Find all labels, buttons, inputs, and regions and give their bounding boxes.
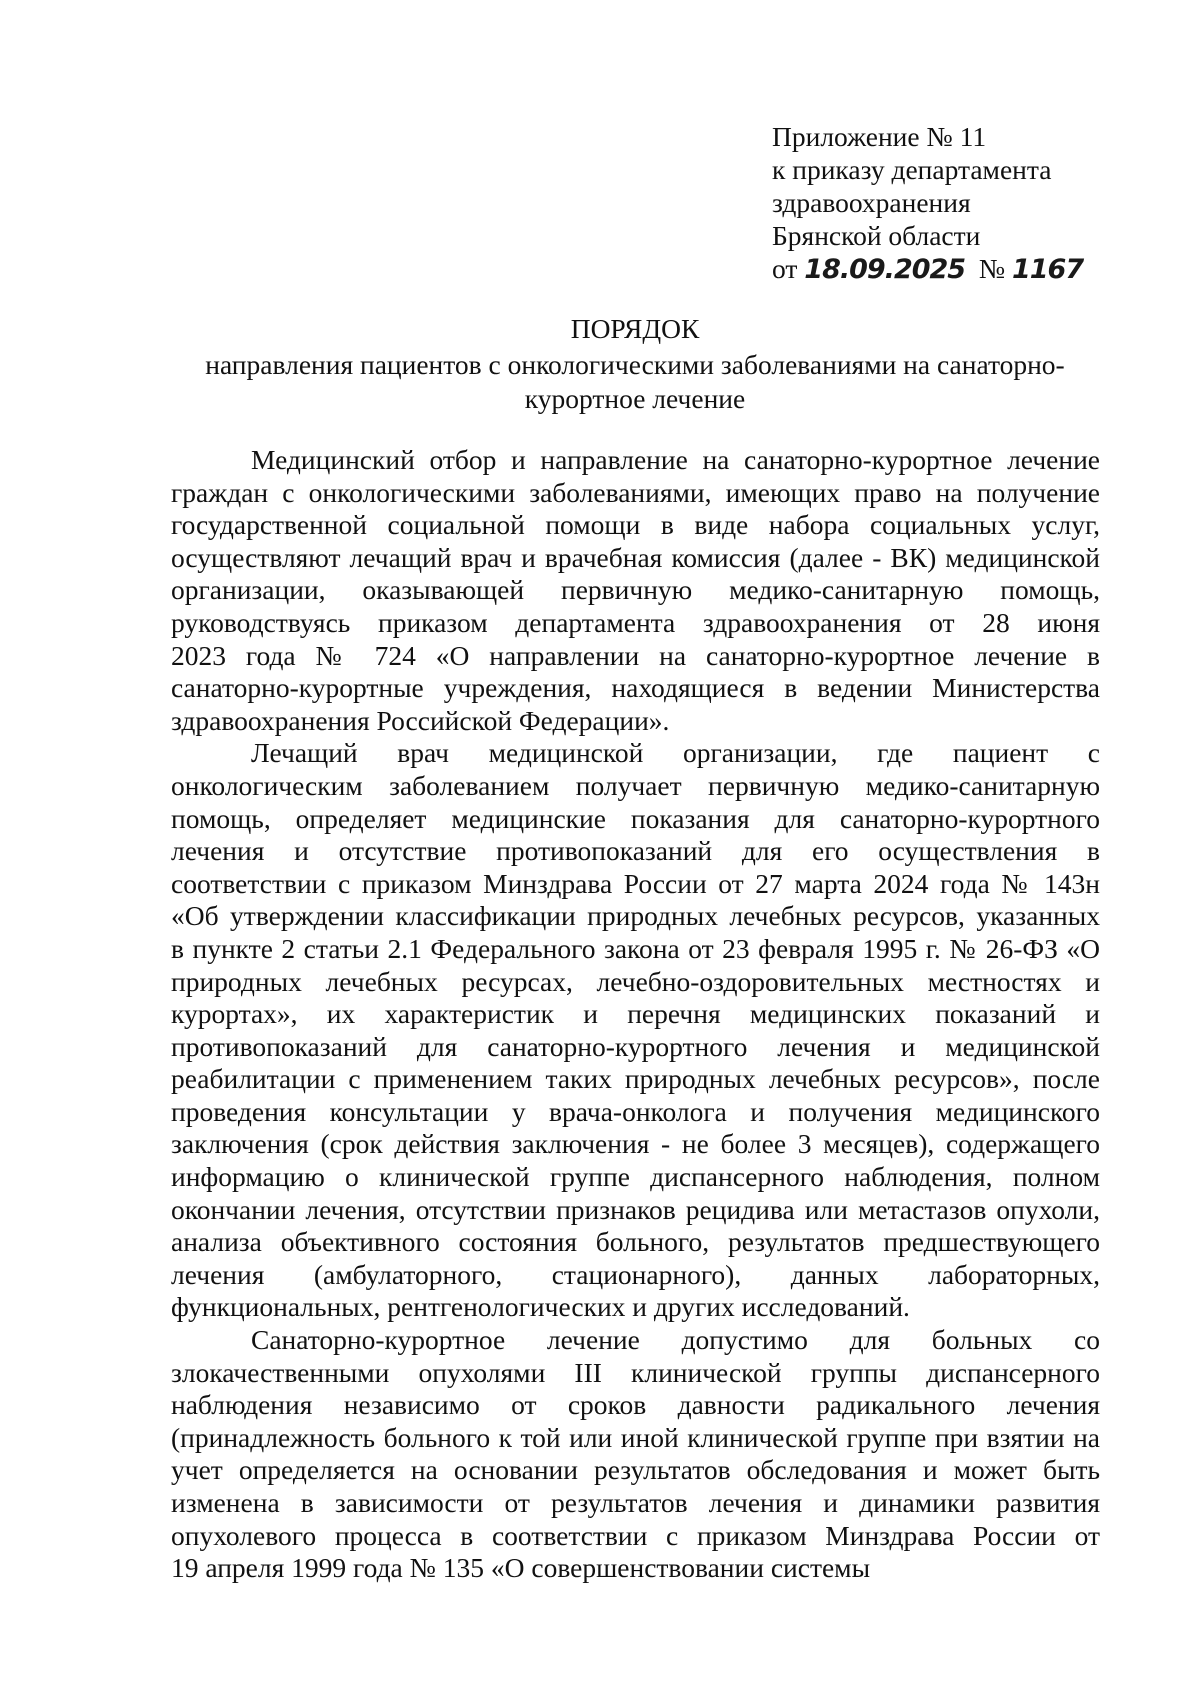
paragraph-line: природных лечебных ресурсах, лечебно-оздоровительных местностях и bbox=[171, 965, 1100, 997]
body-paragraph bbox=[171, 1324, 1100, 1585]
number-prefix: № bbox=[978, 253, 1006, 284]
paragraph-line: функциональных, рентгенологических и других исследований. bbox=[171, 1291, 910, 1323]
paragraph-line: проведения консультации у врача-онколога и получения медицинского bbox=[171, 1095, 1100, 1127]
appendix-date-line bbox=[772, 252, 1172, 286]
paragraph-line: санаторно-курортные учреждения, находящиеся в ведении Министерства bbox=[171, 672, 1100, 704]
paragraph-line: здравоохранения Российской Федерации». bbox=[171, 704, 670, 736]
paragraph-line: соответствии с приказом Минздрава России от 27 марта 2024 года № 143н bbox=[171, 867, 1100, 899]
paragraph-line: заключения (срок действия заключения - не более 3 месяцев), содержащего bbox=[171, 1128, 1100, 1160]
paragraph-line: информацию о клинической группе диспансерного наблюдения, полном bbox=[171, 1161, 1100, 1193]
paragraph-line: злокачественными опухолями III клинической группы диспансерного bbox=[171, 1356, 1100, 1388]
paragraph-line: организации, оказывающей первичную медико-санитарную помощь, bbox=[171, 574, 1100, 606]
paragraph-line: лечения и отсутствие противопоказаний для его осуществления в bbox=[171, 835, 1100, 867]
paragraph-line: окончании лечения, отсутствии признаков рецидива или метастазов опухоли, bbox=[171, 1193, 1100, 1225]
paragraph-line: анализа объективного состояния больного, результатов предшествующего bbox=[171, 1226, 1100, 1258]
paragraph-line: в пункте 2 статьи 2.1 Федерального закона от 23 февраля 1995 г. № 26-ФЗ «О bbox=[171, 932, 1100, 964]
paragraph-line: онкологическим заболеванием получает первичную медико-санитарную bbox=[171, 769, 1100, 801]
paragraph-line: противопоказаний для санаторно-курортного лечения и медицинской bbox=[171, 1030, 1100, 1062]
paragraph-line: реабилитации с применением таких природных лечебных ресурсов», после bbox=[171, 1063, 1100, 1095]
paragraph-line: Санаторно-курортное лечение допустимо для больных со bbox=[251, 1324, 1100, 1356]
handwritten-order-number: 1167 bbox=[1011, 254, 1084, 285]
paragraph-line: опухолевого процесса в соответствии с приказом Минздрава России от bbox=[171, 1519, 1100, 1551]
paragraph-line: Лечащий врач медицинской организации, где пациент с bbox=[251, 737, 1100, 769]
date-prefix: от bbox=[772, 253, 798, 284]
appendix-department: здравоохранения bbox=[772, 187, 971, 218]
paragraph-line: 19 апреля 1999 года № 135 «О совершенствовании системы bbox=[171, 1552, 871, 1584]
paragraph-line: граждан с онкологическими заболеваниями, имеющих право на получение bbox=[171, 476, 1100, 508]
body-paragraph bbox=[171, 444, 1100, 737]
paragraph-line: осуществляют лечащий врач и врачебная комиссия (далее - ВК) медицинской bbox=[171, 541, 1100, 573]
appendix-region: Брянской области bbox=[772, 220, 981, 251]
handwritten-date: 18.09.2025 bbox=[804, 254, 966, 285]
title-subtitle-line-1: направления пациентов с онкологическими заболеваниями на санаторно- bbox=[205, 349, 1065, 380]
body-paragraph bbox=[171, 737, 1100, 1324]
appendix-number: Приложение № 11 bbox=[772, 121, 987, 152]
paragraph-line: 2023 года № 724 «О направлении на санаторно-курортное лечение в bbox=[171, 639, 1100, 671]
paragraph-line: лечения (амбулаторного, стационарного), данных лабораторных, bbox=[171, 1258, 1100, 1290]
title-main: ПОРЯДОК bbox=[570, 313, 700, 344]
title-subtitle-line-2: курортное лечение bbox=[524, 383, 746, 414]
document-body bbox=[171, 444, 1100, 1585]
paragraph-line: изменена в зависимости от результатов лечения и динамики развития bbox=[171, 1487, 1100, 1518]
appendix-header bbox=[772, 120, 1172, 286]
paragraph-line: наблюдения независимо от сроков давности радикального лечения bbox=[171, 1389, 1100, 1421]
appendix-order-ref: к приказу департамента bbox=[772, 154, 1052, 185]
paragraph-line: «Об утверждении классификации природных лечебных ресурсов, указанных bbox=[171, 900, 1100, 932]
paragraph-line: учет определяется на основании результатов обследования и может быть bbox=[171, 1454, 1100, 1486]
paragraph-line: руководствуясь приказом департамента здравоохранения от 28 июня bbox=[171, 606, 1100, 638]
paragraph-line: помощь, определяет медицинские показания для санаторно-курортного bbox=[171, 802, 1100, 834]
paragraph-line: Медицинский отбор и направление на санаторно-курортное лечение bbox=[251, 444, 1100, 475]
document-title bbox=[170, 312, 1100, 416]
paragraph-line: (принадлежность больного к той или иной клинической группе при взятии на bbox=[171, 1421, 1100, 1453]
paragraph-line: государственной социальной помощи в виде набора социальных услуг, bbox=[171, 509, 1100, 541]
paragraph-line: курортах», их характеристик и перечня медицинских показаний и bbox=[171, 998, 1100, 1030]
